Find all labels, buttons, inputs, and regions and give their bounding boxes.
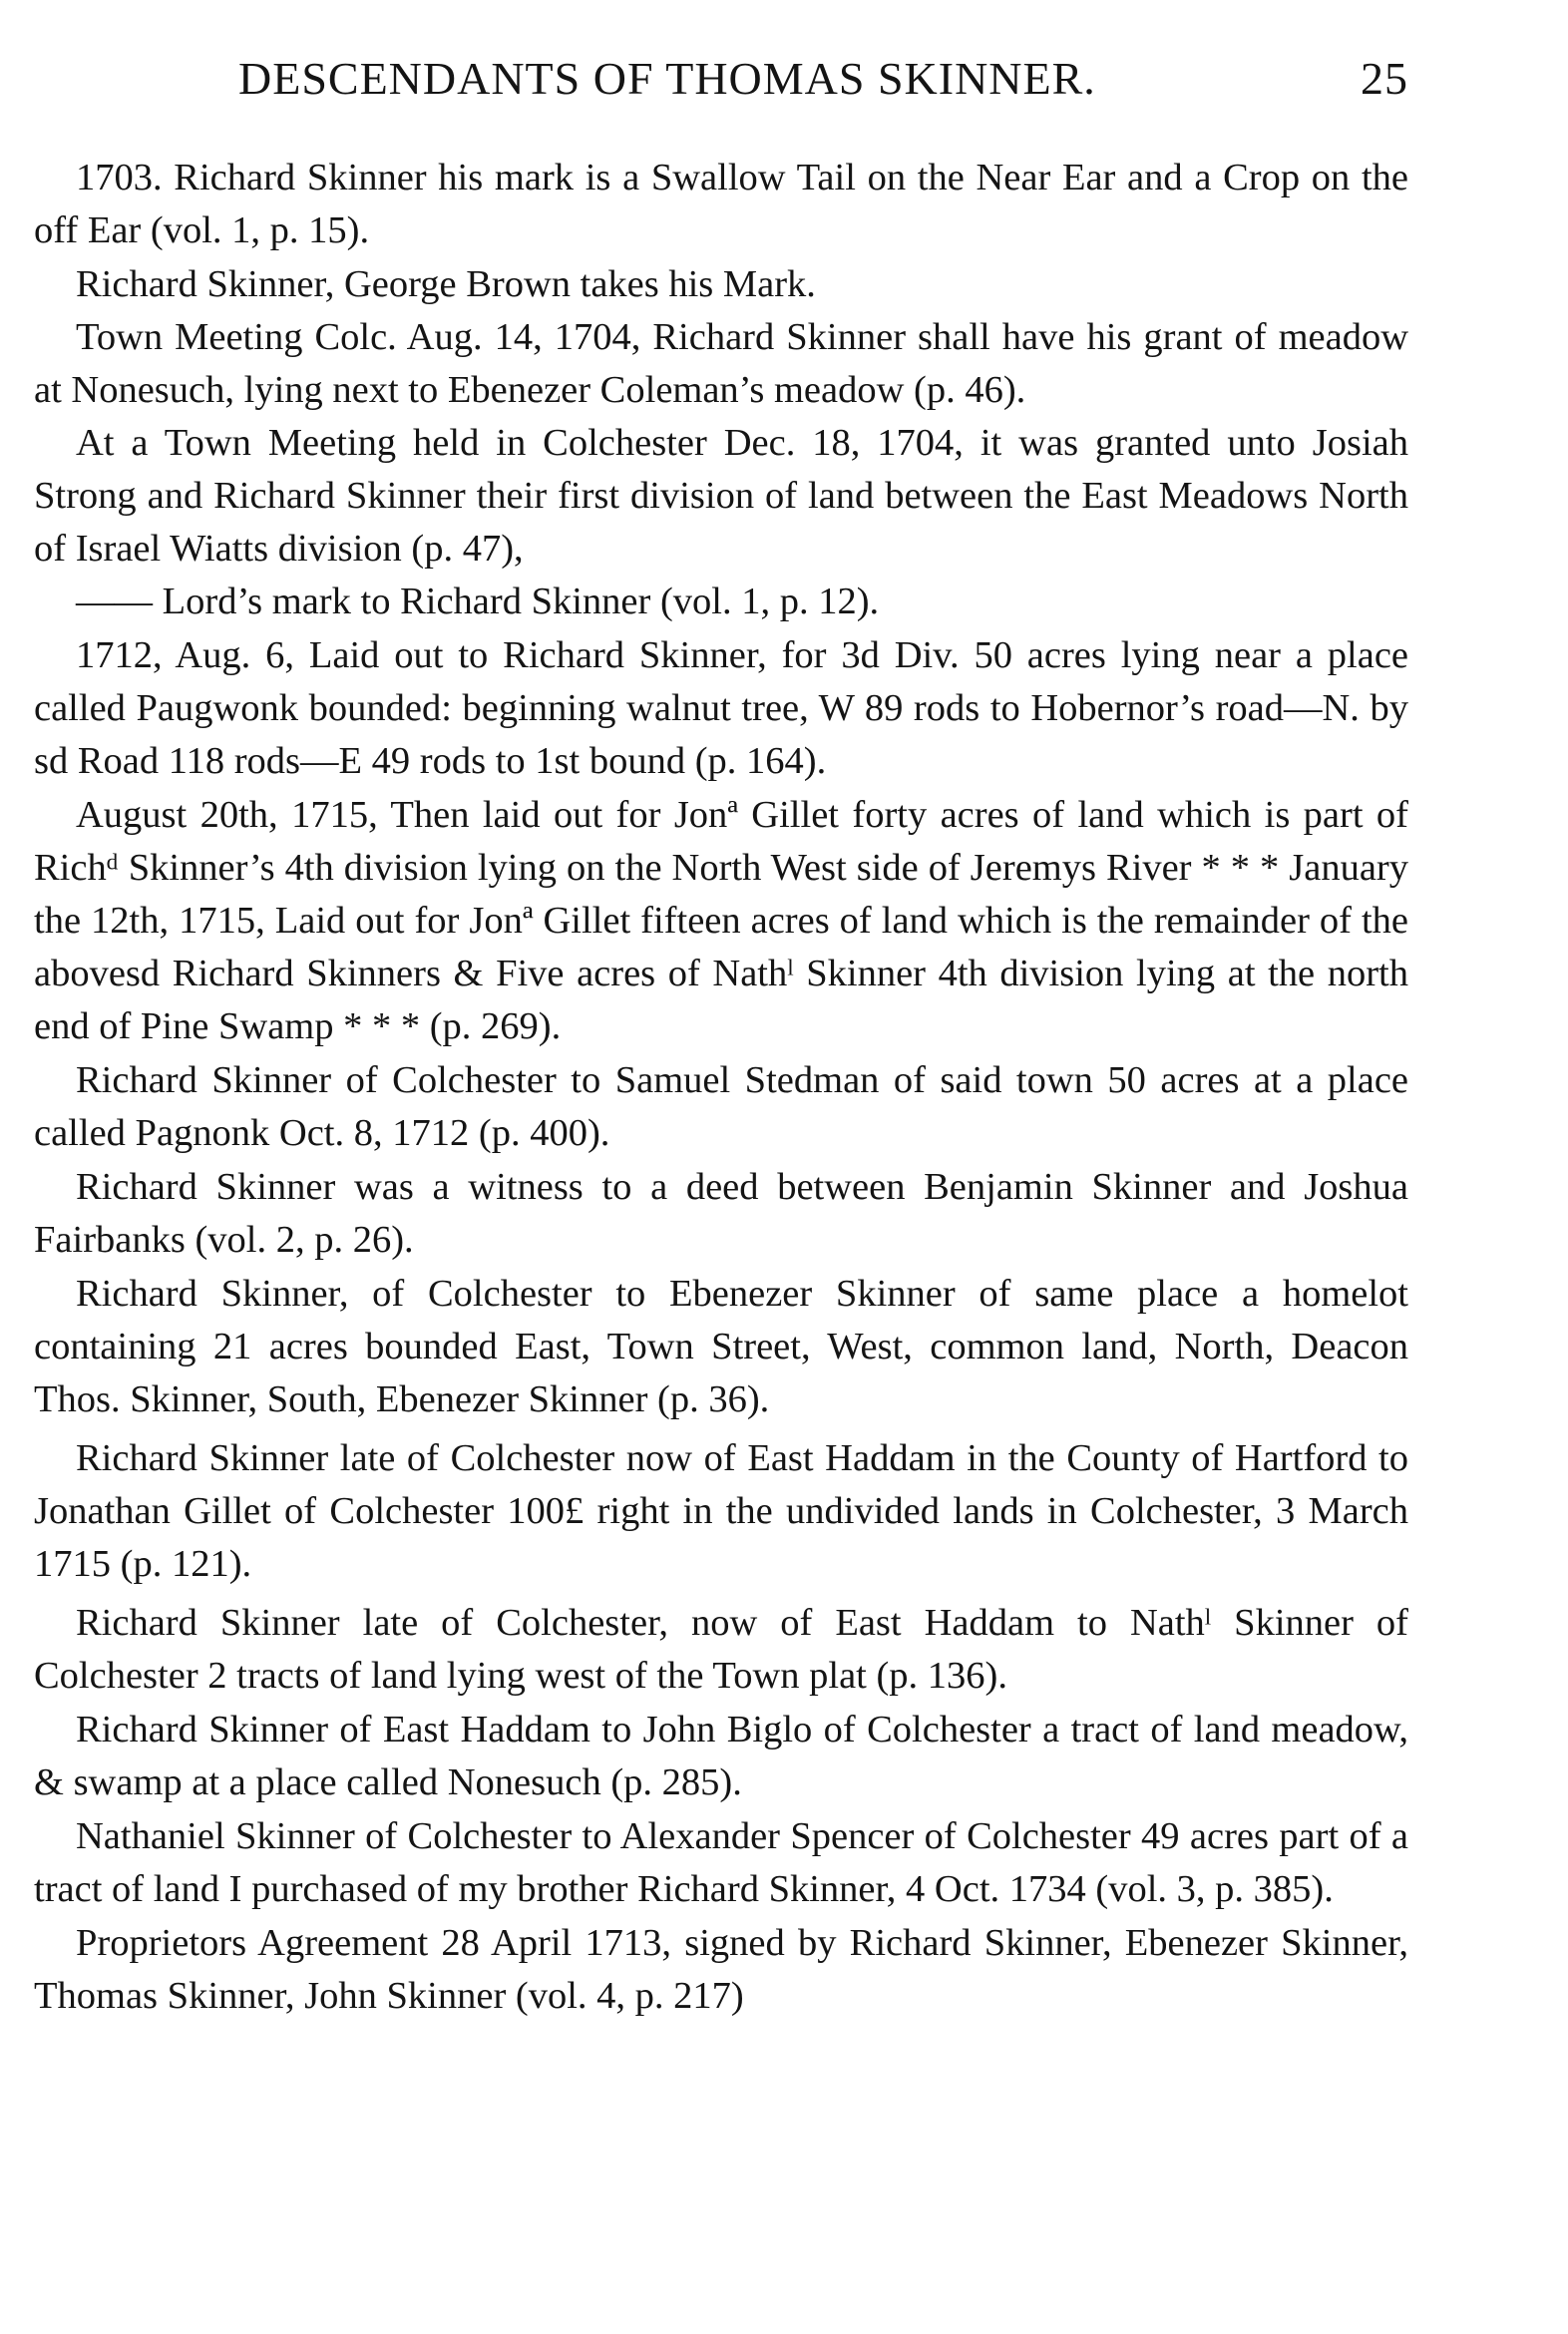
paragraph-first-division: At a Town Meeting held in Colchester Dec. 18, 1704, it was granted unto Josiah Strong and Richard Skinner their first division of land between the East Meadows North of Israel Wiatts division (p. 47), [34, 422, 1408, 570]
paragraph-proprietors: Proprietors Agreement 28 April 1713, signed by Richard Skinner, Ebenezer Skinner, Thomas Skinner, John Skinner (vol. 4, p. 217) [34, 1922, 1408, 2017]
paragraph-homelot: Richard Skinner, of Colchester to Ebenezer Skinner of same place a homelot containing 21 acres bounded East, Town Street, West, common land, North, Deacon Thos. Skinner, South, Ebenezer Skinner (p. 36). [34, 1273, 1408, 1420]
paragraph-1715-gillet: August 20th, 1715, Then laid out for Jonª Gillet forty acres of land which is part of Richᵈ Skinner’s 4th division lying on the North West side of Jeremys River * * * January the 12th, 1715, Laid out for Jonª Gillet fifteen acres of land which is the remainder of the abovesd Richard Skinners & Five acres of Nathˡ Skinner 4th division lying at the north end of Pine Swamp * * * (p. 269). [34, 794, 1408, 1047]
paragraph-stedman: Richard Skinner of Colchester to Samuel Stedman of said town 50 acres at a place called Pagnonk Oct. 8, 1712 (p. 400). [34, 1059, 1408, 1154]
paragraph-town-meeting-1704: Town Meeting Colc. Aug. 14, 1704, Richard Skinner shall have his grant of meadow at Nonesuch, lying next to Ebenezer Coleman’s meadow (p. 46). [34, 316, 1408, 411]
paragraph-biglo: Richard Skinner of East Haddam to John Biglo of Colchester a tract of land meadow, & swamp at a place called Nonesuch (p. 285). [34, 1709, 1408, 1803]
paragraph-witness: Richard Skinner was a witness to a deed between Benjamin Skinner and Joshua Fairbanks (vol. 2, p. 26). [34, 1166, 1408, 1261]
paragraph-two-tracts: Richard Skinner late of Colchester, now of East Haddam to Nathˡ Skinner of Colchester 2 tracts of land lying west of the Town plat (p. 136). [34, 1602, 1408, 1697]
paragraph-east-haddam-gillet: Richard Skinner late of Colchester now of East Haddam in the County of Hartford to Jonathan Gillet of Colchester 100£ right in the undivided lands in Colchester, 3 March 1715 (p. 121). [34, 1437, 1408, 1585]
paragraph-lords-mark: —— Lord’s mark to Richard Skinner (vol. 1, p. 12). [76, 581, 880, 622]
paragraph-spencer: Nathaniel Skinner of Colchester to Alexander Spencer of Colchester 49 acres part of a tract of land I purchased of my brother Richard Skinner, 4 Oct. 1734 (vol. 3, p. 385). [34, 1815, 1408, 1910]
document-page [34, 52, 1408, 2024]
paragraph-1712-laid-out: 1712, Aug. 6, Laid out to Richard Skinner, for 3d Div. 50 acres lying near a place called Paugwonk bounded: beginning walnut tree, W 89 rods to Hobernor’s road—N. by sd Road 118 rods—E 49 rods to 1st bound (p. 164). [34, 634, 1408, 782]
paragraph-george-brown: Richard Skinner, George Brown takes his Mark. [76, 263, 816, 305]
running-header [34, 52, 1408, 122]
page-number: 25 [1361, 53, 1408, 104]
header-title: DESCENDANTS OF THOMAS SKINNER. [238, 53, 1096, 104]
document-body [34, 152, 1408, 2023]
paragraph-1703-mark: 1703. Richard Skinner his mark is a Swallow Tail on the Near Ear and a Crop on the off Ear (vol. 1, p. 15). [34, 157, 1408, 251]
